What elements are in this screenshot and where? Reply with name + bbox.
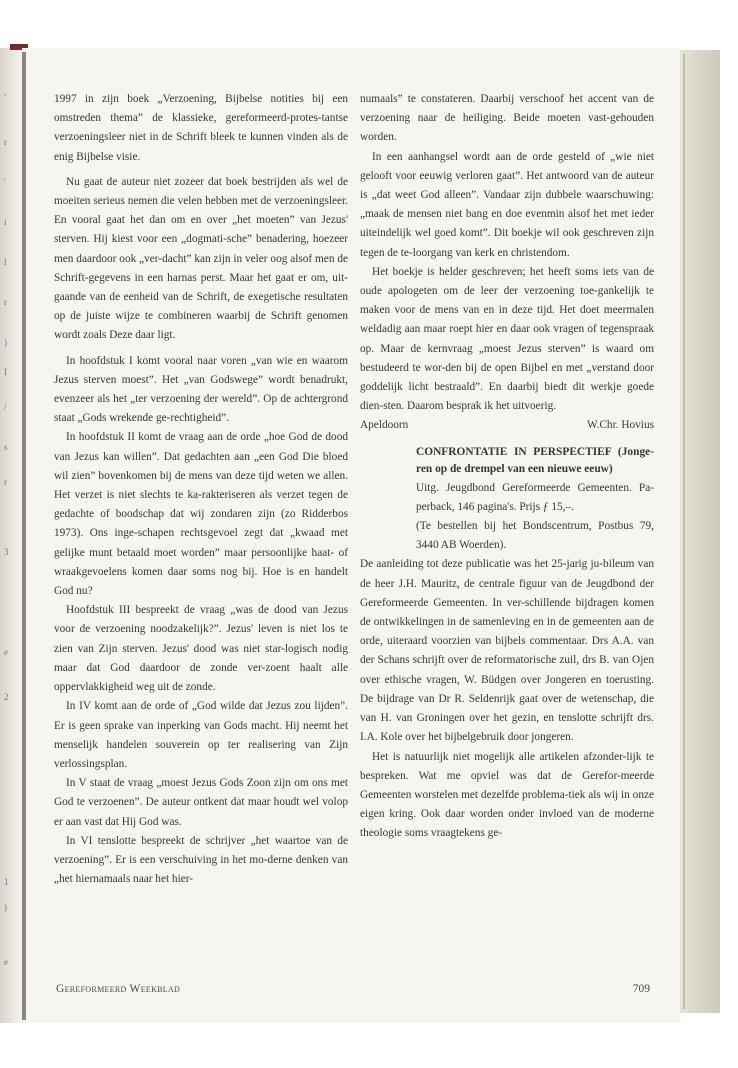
paragraph: Het boekje is helder geschreven; het heeft soms iets van de oude apologeten om de leer der verzoening toe-gankelijk te maken voor de mens van en in deze tijd. Het doet meermalen weldadig aan maar roept hier en daar ook vragen of tegenspraak op. Maar de kernvraag „moest Jezus sterven” is waard om bestudeerd te wor-den bij de open Bijbel en met „verstand door goddelijk licht bestraald”. En daarbij biedt dit werkje goede dien-sten. Daarom besprak ik het uitvoerig. — [360, 265, 654, 413]
paragraph: In V staat de vraag „moest Jezus Gods Zoon zijn om ons met God te verzoenen”. De auteur ontkent dat maar houdt wel volop er aan vast dat Hij God was. — [54, 777, 348, 828]
paragraph: In VI tenslotte bespreekt de schrijver „het waartoe van de verzoening”. Er is een verschuiving in het mo-derne denken van „het hiernamaals naar het hier- — [54, 834, 348, 886]
page-number: 709 — [632, 983, 650, 995]
paragraph: 1997 in zijn boek „Verzoening, Bijbelse notities bij een omstreden thema” de klassieke, gereformeerd-protes-tantse verzoeningsleer niet in de Schrift bleek te kunnen vinden als de enig Bijbelse visie. — [54, 93, 348, 163]
paragraph: Het is natuurlijk niet mogelijk alle artikelen afzonder-lijk te bespreken. Wat me opviel was dat de Gerefor-meerde Gemeenten worstelen met dezelfde problema-tiek als wij in onze eigen kring. Ook daar worden onder invloed van de moderne theologie soms vraagtekens ge- — [360, 750, 654, 840]
paragraph: In een aanhangsel wordt aan de orde gesteld of „wie niet gelooft voor eeuwig verloren gaat”. Het antwoord van de auteur is „dat weet God alleen”. Vandaar zijn dubbele waarschuwing: „maak de mensen niet bang en doe evenmin alsof het met ieder uiteindelijk wel goed komt”. Dit boekje wil ook geschreven zijn tegen de te-loorgang van kerk en christendom. — [360, 150, 654, 259]
right-column — [360, 90, 654, 844]
page-footer — [56, 983, 650, 995]
binding-shadow — [22, 52, 26, 1020]
review-publisher: Uitg. Jeugdbond Gereformeerde Gemeenten. Pa-perback, 146 pagina's. Prijs ƒ 15,–. — [416, 481, 654, 513]
paragraph: In hoofdstuk II komt de vraag aan de orde „hoe God de dood van Jezus kan willen”. Dat gedachten aan „een God Die bloed wil zien” bovenkomen bij de mens van deze tijd weten we allen. Het verzet is niet slechts te ka-rakteriseren als verzet tegen de gedachte of boodschap dat wij zondaren zijn (zo Ridderbos 1973). Ons inge-schapen rechtsgevoel zegt dat „kwaad met gelijke munt betaald moet worden” maar persoonlijke haat- of wraakgevoelens komen daar soms nog bij. Hoe is en handelt God nu? — [54, 431, 348, 598]
facing-page-text-fragments: , r ' i l r ) I / s r 3 e 2 1 ) e — [4, 87, 9, 967]
left-column — [54, 90, 348, 889]
paragraph: In hoofdstuk I komt vooral naar voren „van wie en waarom Jezus sterven moest”. Het „van Godswege” wordt benadrukt, evenzeer als het „ter verzoening der wereld”. Op de achtergrond staat „Gods wrekende ge-rechtigheid”. — [54, 354, 348, 425]
paragraph: Hoofdstuk III bespreekt de vraag „was de dood van Jezus voor de verzoening noodzakelijk?”. Jezus' leven is niet los te zien van Zijn sterven. Jezus' dood was niet star-logisch nodig maar dat God daardoor de zonde ver-zoent haalt alle oppervlakkigheid weg uit de zonde. — [54, 604, 348, 694]
review-title: CONFRONTATIE IN PERSPECTIEF (Jonge-ren op de drempel van een nieuwe eeuw) — [416, 445, 654, 476]
paragraph: In IV komt aan de orde of „God wilde dat Jezus zou lijden”. Er is geen sprake van inperking van Gods macht. Hij neemt het menselijk handelen souverein op ter realisering van Zijn verlossingsplan. — [54, 700, 348, 770]
paragraph: Nu gaat de auteur niet zozeer dat boek bestrijden als wel de moeiten serieus nemen die velen hebben met de verzoeningsleer. En vooral gaat het dan om en over „het moeten” van Jezus' sterven. Hij kiest voor een „dogmati-sche” benadering, hoezeer men daardoor ook „ver-dacht” kan zijn in veler oog alsof men de Schrift-gegevens in een harnas perst. Maar het gaat er om, uit-gaande van de eenheid van de Schrift, de exegetische resultaten op de juiste wijze te combineren waarbij de Schrift genomen wordt zoals Deze daar ligt. — [54, 175, 348, 342]
review-heading — [360, 444, 654, 556]
page-stack-edge — [680, 50, 720, 1013]
paragraph: De aanleiding tot deze publicatie was het 25-jarig ju-bileum van de heer J.H. Mauritz, de centrale figuur van de Jeugdbond der Gereformeerde Gemeenten. In ver-schillende bijdragen komen de ontwikkelingen in de samenleving en in de gemeenten aan de orde, uiteraard voorzien van bijbels commentaar. Drs A.A. van der Schans schrijft over de reformatorische zuil, drs B. van Ojen over ethische vragen, W. Büdgen over Jongeren en toerusting. De bijdrage van Dr R. Seldenrijk gaat over de wetenschap, die van H. van Groningen over het gezin, en tenslotte schrijft drs. I.A. Kole over het bijbelgebruik door jongeren. — [360, 558, 654, 744]
paragraph: numaals” te constateren. Daarbij verschoof het accent van de verzoening naar de heiliging. Beide moeten vast-gehouden worden. — [360, 93, 654, 144]
signature-place: Apeldoorn — [360, 419, 409, 432]
review-order-info: (Te bestellen bij het Bondscentrum, Postbus 79, 3440 AB Woerden). — [416, 520, 654, 552]
page-stack-line — [683, 54, 685, 1009]
review-signature — [360, 416, 654, 435]
journal-name: Gereformeerd Weekblad — [56, 983, 181, 995]
signature-author: W.Chr. Hovius — [586, 419, 654, 432]
